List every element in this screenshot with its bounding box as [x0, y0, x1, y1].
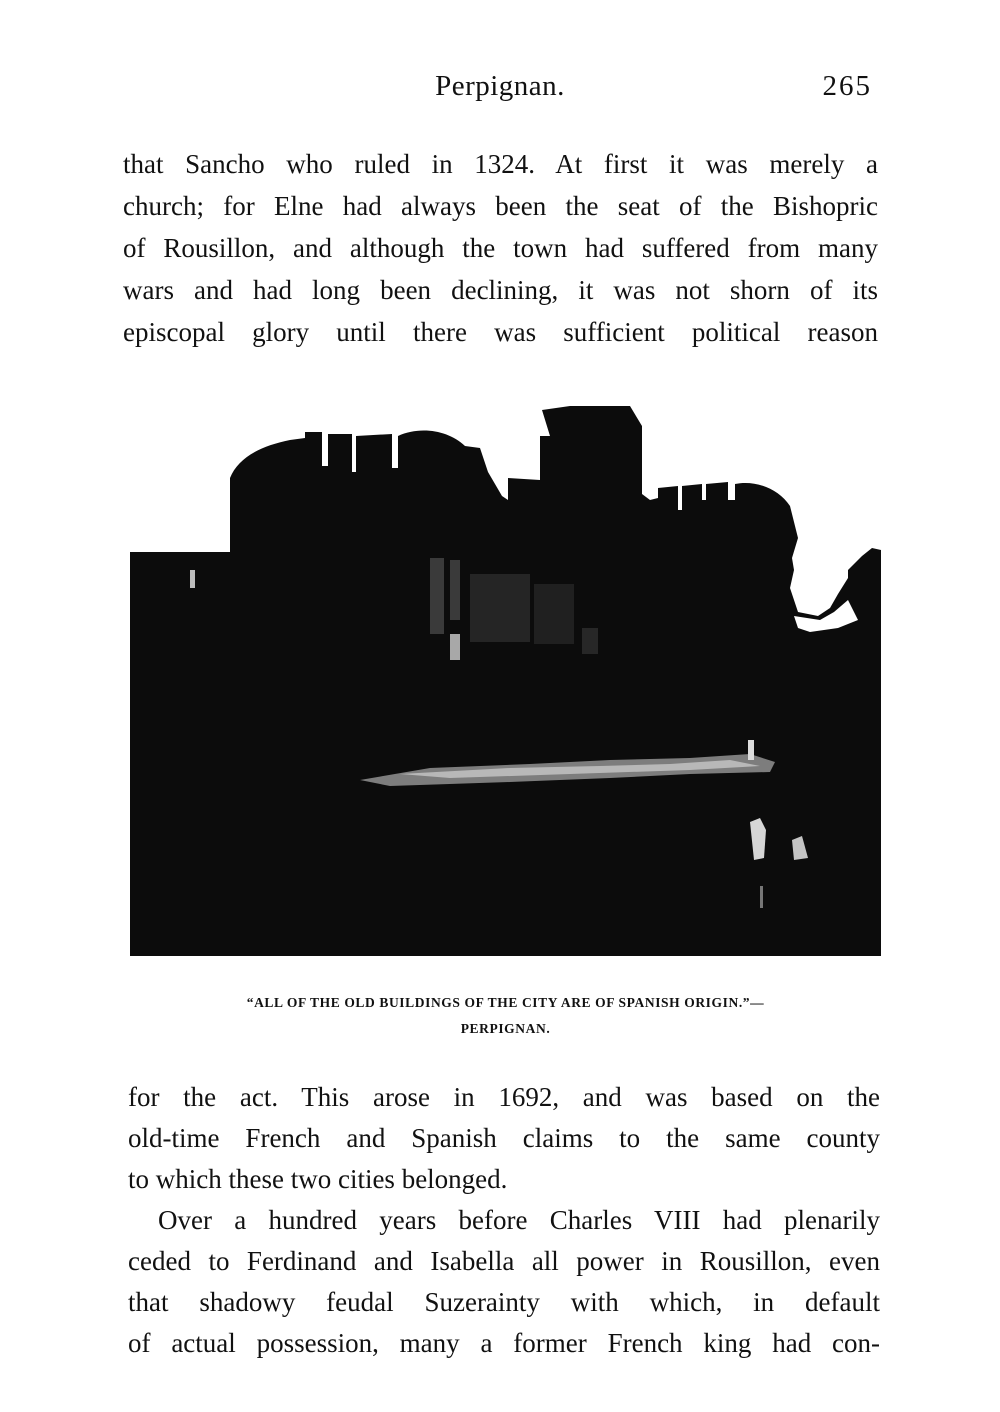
- text-line: for the act. This arose in 1692, and was based on the: [128, 1082, 880, 1112]
- caption-line: “ALL OF THE OLD BUILDINGS OF THE CITY ARE OF SPANISH ORIGIN.”—: [246, 995, 765, 1010]
- text-line: wars and had long been declining, it was not shorn of its: [123, 275, 878, 305]
- paragraph-bottom: [128, 1200, 880, 1364]
- text-line: episcopal glory until there was sufficient political reason: [123, 317, 878, 347]
- text-line: to which these two cities belonged.: [128, 1164, 508, 1194]
- castle-photograph: [130, 388, 881, 956]
- paragraph-top: [123, 143, 878, 353]
- page-title: Perpignan.: [435, 70, 565, 102]
- text-line: that Sancho who ruled in 1324. At first it was merely a: [123, 149, 878, 179]
- text-line: ceded to Ferdinand and Isabella all power in Rousillon, even: [128, 1246, 880, 1276]
- text-line: old-time French and Spanish claims to the same county: [128, 1123, 880, 1153]
- text-line: church; for Elne had always been the seat of the Bishopric: [123, 191, 878, 221]
- text-line: Over a hundred years before Charles VIII had plenarily: [158, 1205, 880, 1235]
- caption-line: PERPIGNAN.: [460, 1021, 551, 1036]
- page-number: 265: [822, 70, 872, 102]
- text-line: that shadowy feudal Suzerainty with which, in default: [128, 1287, 880, 1317]
- text-line: of actual possession, many a former French king had con-: [128, 1328, 880, 1358]
- text-line: of Rousillon, and although the town had suffered from many: [123, 233, 878, 263]
- figure-caption: [130, 990, 881, 1042]
- paragraph-middle: [128, 1077, 880, 1200]
